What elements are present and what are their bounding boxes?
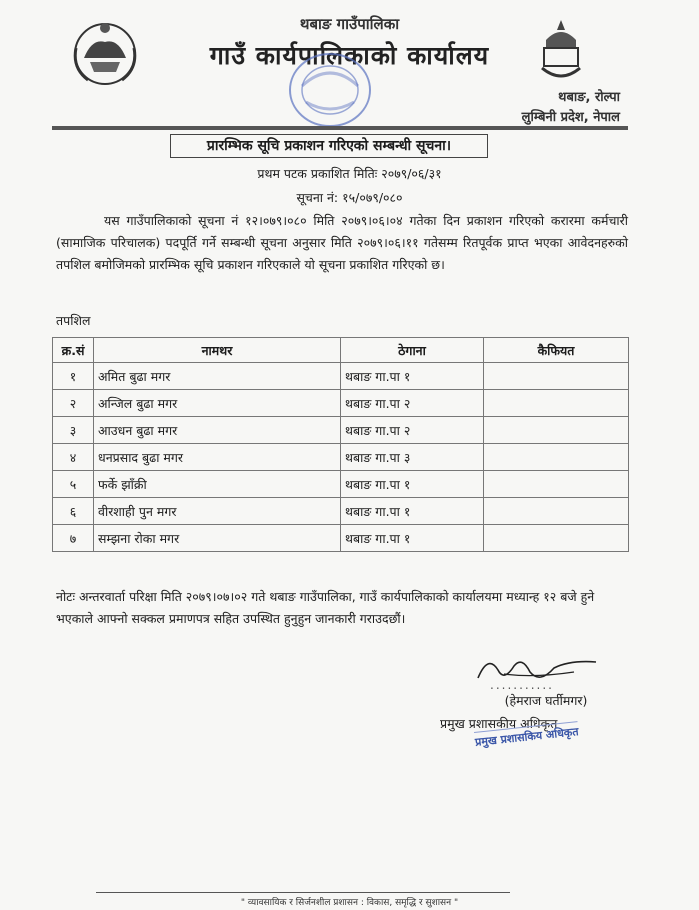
cell-sn: ४: [53, 444, 94, 471]
col-header-name: नामथर: [94, 338, 341, 363]
cell-address: थबाङ गा.पा १: [341, 525, 484, 552]
cell-name: आउधन बुढा मगर: [94, 417, 341, 444]
post-stamp: प्रमुख प्रशासकिय अधिकृत: [474, 721, 579, 750]
tapsil-label: तपशिल: [56, 313, 91, 328]
office-seal-stamp-icon: [272, 46, 390, 132]
address-province: लुम्बिनी प्रदेश, नेपाल: [521, 110, 620, 125]
cell-sn: १: [53, 363, 94, 390]
cell-remarks: [484, 444, 629, 471]
col-header-sn: क्र.सं: [53, 338, 94, 363]
table-row: [53, 525, 629, 552]
cell-sn: ५: [53, 471, 94, 498]
table-row: [53, 471, 629, 498]
cell-name: अन्जिल बुढा मगर: [94, 390, 341, 417]
cell-address: थबाङ गा.पा १: [341, 471, 484, 498]
cell-remarks: [484, 363, 629, 390]
footer-divider: [96, 892, 510, 893]
table-header-row: [53, 338, 629, 363]
municipality-name: थबाङ गाउँपालिका: [299, 15, 400, 33]
cell-address: थबाङ गा.पा ३: [341, 444, 484, 471]
notice-body: यस गाउँपालिकाको सूचना नं १२।०७९।०८० मिति २०७९।०६।०४ गतेका दिन प्रकाशन गरिएको करारमा कर्मचारी (सामाजिक परिचालक) पदपूर्ति गर्ने सम्बन्धी सूचना अनुसार मिति २०७९।०६।११ गतेसम्म रितपूर्वक प्राप्त भएका आवेदनहरुको तपशिल बमोजिमको प्रारम्भिक सूचि प्रकाशन गरिएकाले यो सूचना प्रकाशित गरिएको छ।: [56, 213, 628, 272]
published-date: प्रथम पटक प्रकाशित मितिः २०७९/०६/३१: [257, 166, 442, 181]
col-header-remarks: कैफियत: [484, 338, 629, 363]
footer-slogan: " व्यावसायिक र सिर्जनशील प्रशासन : विकास, समृद्धि र सुशासन ": [240, 898, 459, 908]
signature-dots: ...........: [490, 678, 554, 692]
cell-remarks: [484, 417, 629, 444]
cell-sn: ३: [53, 417, 94, 444]
office-name: गाउँ कार्यपालिकाको कार्यालय: [209, 41, 490, 70]
candidate-table: [52, 337, 629, 552]
cell-sn: ६: [53, 498, 94, 525]
notice-number: सूचना नं: १५/०७९/०८०: [296, 190, 403, 205]
cell-remarks: [484, 498, 629, 525]
table-row: [53, 444, 629, 471]
table-row: [53, 390, 629, 417]
interview-note: नोटः अन्तरवार्ता परिक्षा मिति २०७९।०७।०२ गते थबाङ गाउँपालिका, गाउँ कार्यपालिकाको कार्यालयमा मध्यान्ह १२ बजे हुने भएकाले आफ्नो सक्कल प्रमाणपत्र सहित उपस्थित हुनुहुन जानकारी गराउदछौं।: [56, 589, 595, 626]
cell-remarks: [484, 525, 629, 552]
cell-remarks: [484, 390, 629, 417]
cell-sn: ७: [53, 525, 94, 552]
cell-sn: २: [53, 390, 94, 417]
cell-name: सम्झना रोका मगर: [94, 525, 341, 552]
cell-name: फर्के झाँक्री: [94, 471, 341, 498]
cell-name: अमित बुढा मगर: [94, 363, 341, 390]
cell-name: धनप्रसाद बुढा मगर: [94, 444, 341, 471]
table-row: [53, 417, 629, 444]
cell-address: थबाङ गा.पा २: [341, 390, 484, 417]
cell-remarks: [484, 471, 629, 498]
notice-title: प्रारम्भिक सूचि प्रकाशन गरिएको सम्बन्धी सूचना।: [170, 134, 488, 158]
cell-address: थबाङ गा.पा २: [341, 417, 484, 444]
address-district: थबाङ, रोल्पा: [558, 90, 620, 105]
cell-address: थबाङ गा.पा १: [341, 498, 484, 525]
table-row: [53, 498, 629, 525]
signatory-post: प्रमुख प्रशासकीय अधिकृत: [440, 716, 558, 731]
signatory-name: (हेमराज घर्तीमगर): [504, 693, 588, 708]
table-row: [53, 363, 629, 390]
col-header-address: ठेगाना: [341, 338, 484, 363]
header-divider: [52, 126, 628, 130]
cell-address: थबाङ गा.पा १: [341, 363, 484, 390]
cell-name: वीरशाही पुन मगर: [94, 498, 341, 525]
